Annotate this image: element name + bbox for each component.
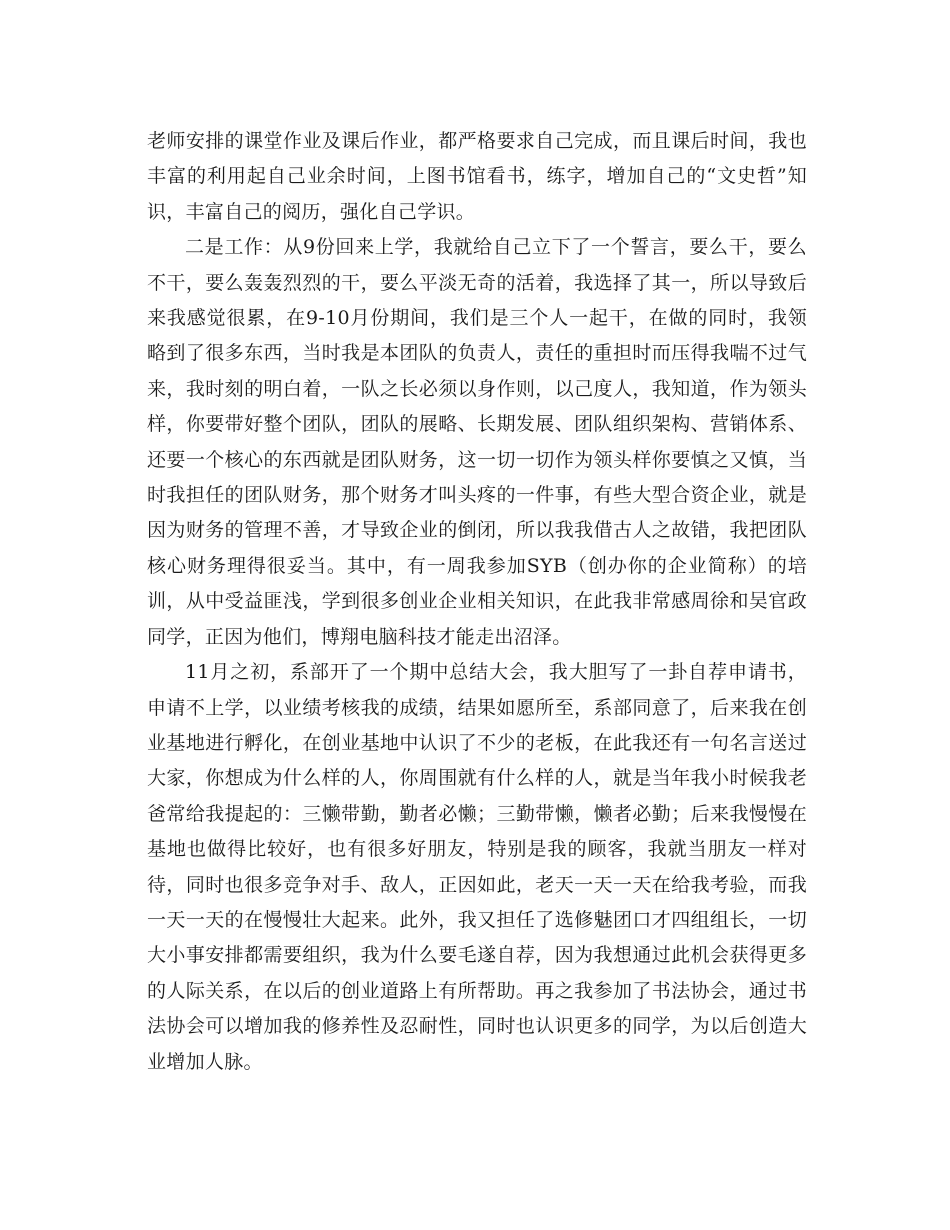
- paragraph-study-continued: 老师安排的课堂作业及课后作业，都严格要求自己完成，而且课后时间，我也丰富的利用起自己业余时间，上图书馆看书，练字，增加自己的“文史哲”知识，丰富自己的阅历，强化自己学识。: [147, 130, 807, 223]
- paragraph-november: 11月之初，系部开了一个期中总结大会，我大胆写了一卦自荐申请书，申请不上学，以业绩考核我的成绩，结果如愿所至，系部同意了，后来我在创业基地进行孵化，在创业基地中认识了不少的老板，在此我还有一句名言送过大家，你想成为什么样的人，你周围就有什么样的人，就是当年我小时候我老爸常给我提起的：三懒带勤，勤者必懒；三勤带懒，懒者必勤；后来我慢慢在基地也做得比较好，也有很多好朋友，特别是我的顾客，我就当朋友一样对待，同时也很多竞争对手、敌人，正因如此，老天一天一天在给我考验，而我一天一天的在慢慢壮大起来。此外，我又担任了选修魅团口才四组组长，一切大小事安排都需要组织，我为什么要毛遂自荐，因为我想通过此机会获得更多的人际关系，在以后的创业道路上有所帮助。再之我参加了书法协会，通过书法协会可以增加我的修养性及忍耐性，同时也认识更多的同学，为以后创造大业增加人脉。: [147, 661, 807, 1073]
- document-body: [147, 124, 807, 1080]
- paragraph-work: 二是工作：从9份回来上学，我就给自己立下了一个誓言，要么干，要么不干，要么轰轰烈烈的干，要么平淡无奇的活着，我选择了其一，所以导致后来我感觉很累，在9-10月份期间，我们是三个人一起干，在做的同时，我领略到了很多东西，当时我是本团队的负责人，责任的重担时而压得我喘不过气来，我时刻的明白着，一队之长必须以身作则，以己度人，我知道，作为领头样，你要带好整个团队，团队的展略、长期发展、团队组织架构、营销体系、还要一个核心的东西就是团队财务，这一切一切作为领头样你要慎之又慎，当时我担任的团队财务，那个财务才叫头疼的一件事，有些大型合资企业，就是因为财务的管理不善，才导致企业的倒闭，所以我我借古人之故错，我把团队核心财务理得很妥当。其中，有一周我参加SYB（创办你的企业简称）的培训，从中受益匪浅，学到很多创业企业相关知识，在此我非常感周徐和吴官政同学，正因为他们，博翔电脑科技才能走出沼泽。: [147, 236, 807, 648]
